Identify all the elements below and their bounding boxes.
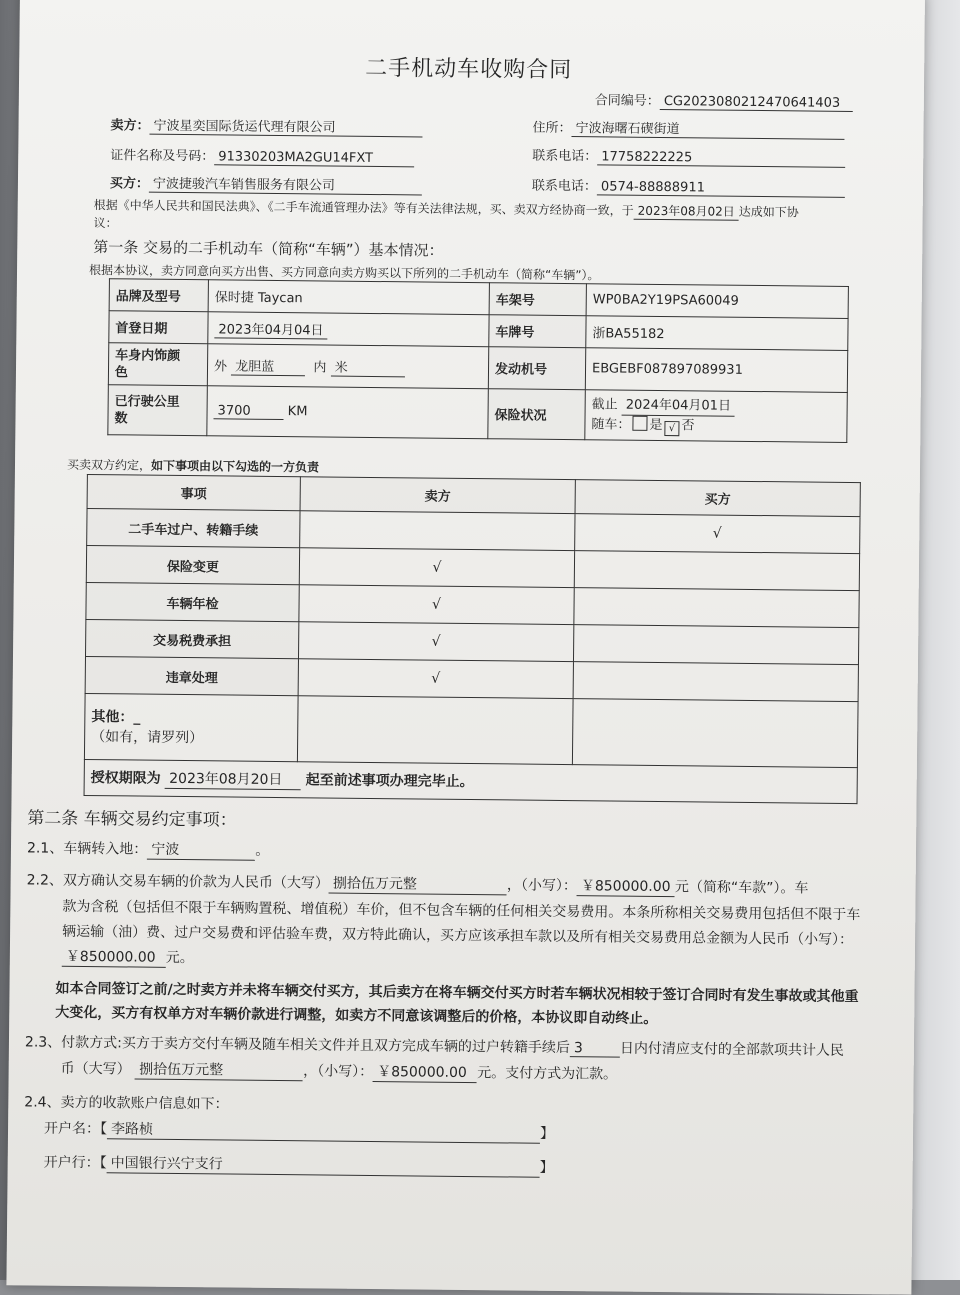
duty-row-buyer <box>574 551 859 591</box>
clause-2-3-num: 2.3、 <box>24 1034 62 1051</box>
interior-label: 内 <box>313 359 327 375</box>
clause-2-2-line-2: 款为含税（包括但不限于车辆购置税、增值税）车价，但不包含车辆的任何相关交易费用。本条所称相关交易费用包括但不限于车 <box>62 898 861 924</box>
vin-value: WP0BA2Y19PSA60049 <box>586 284 848 319</box>
intro-date: 2023年08月02日 <box>634 202 739 221</box>
duty-table <box>84 474 861 804</box>
clause-2-2-line-3: 辆运输（油）费、过户交易费和评估验车费，双方特此确认，买方应该承担车款以及所有相关交易费用总金额为人民币（小写）： <box>62 923 854 949</box>
authorization-date: 2023年08月20日 <box>165 768 301 790</box>
vin-label: 车架号 <box>489 283 586 316</box>
contract-paper <box>6 0 925 1295</box>
clause-2-3-line-2 <box>61 1058 618 1085</box>
intro-text-b: 达成如下协 <box>738 204 799 220</box>
plate-value: 浙BA55182 <box>586 316 848 351</box>
bracket-left: 【 <box>99 1155 107 1172</box>
contract-number <box>595 89 853 112</box>
intro-line-1 <box>94 196 799 221</box>
duty-row-buyer <box>573 662 858 702</box>
phone1-row <box>532 145 845 168</box>
plate-label: 车牌号 <box>489 315 586 348</box>
seller-value: 宁波星奕国际货运代理有限公司 <box>149 115 422 138</box>
mileage-label-2: 数 <box>114 410 128 426</box>
exterior-color: 龙胆蓝 <box>231 355 305 376</box>
agree-note <box>67 456 319 476</box>
price-upper: 捌拾伍万元整 <box>329 873 507 896</box>
duty-row-item: 车辆年检 <box>86 582 299 621</box>
mileage-label-cell <box>108 385 208 436</box>
engine-label: 发动机号 <box>488 347 585 390</box>
checkbox-yes <box>632 415 647 430</box>
brand-value: 保时捷 Taycan <box>208 280 489 315</box>
bank-row <box>44 1152 554 1178</box>
duty-row-item: 二手车过户、转籍手续 <box>87 508 300 547</box>
authorization-tail: 起至前述事项办理完毕止。 <box>305 772 474 791</box>
address-value: 宁波海曙石碶街道 <box>571 117 844 140</box>
duty-row-item: 违章处理 <box>85 656 298 695</box>
phone1-value: 17758222225 <box>597 149 845 168</box>
reg-date-cell <box>208 312 489 347</box>
price-lower: ￥850000.00 <box>577 875 675 897</box>
seller-row <box>110 114 422 137</box>
address-label: 住所： <box>532 120 572 137</box>
buyer-value: 宁波捷骏汽车销售服务有限公司 <box>149 173 422 196</box>
address-row <box>532 117 844 140</box>
duty-row-seller: √ <box>298 622 573 662</box>
id-value: 91330203MA2GU14FXT <box>214 149 414 167</box>
agree-note-bold: 如下事项由以下勾选的一方负责 <box>150 458 320 475</box>
duty-other-cell <box>84 693 298 761</box>
insurance-until-label: 截止 <box>591 396 618 413</box>
interior-color: 米 <box>331 356 405 377</box>
buyer-label: 买方： <box>109 176 150 192</box>
phone2-label: 联系电话： <box>531 178 598 195</box>
bank-value: 中国银行兴宁支行 <box>107 1152 540 1178</box>
checkbox-no-label: 否 <box>681 417 695 433</box>
checkbox-yes-label: 是 <box>649 417 663 433</box>
id-label: 证件名称及号码： <box>110 148 215 165</box>
mileage-unit: KM <box>287 403 308 419</box>
article1-title: 第一条 交易的二手机动车（简称“车辆”）基本情况： <box>93 238 444 260</box>
color-value-cell <box>207 344 488 389</box>
duty-row-item: 保险变更 <box>86 545 299 584</box>
mileage-value: 3700 <box>213 403 283 420</box>
duty-row-seller: √ <box>298 659 573 699</box>
clause-2-3-text-c: 币（大写） <box>60 1060 131 1078</box>
clause-2-1 <box>27 837 269 861</box>
reg-date-value: 2023年04月04日 <box>214 318 327 339</box>
insurance-until-date: 2024年04月01日 <box>622 395 735 416</box>
account-name-value: 李路桢 <box>107 1118 540 1144</box>
authorization-row <box>84 759 857 803</box>
duty-row-buyer: √ <box>575 514 860 554</box>
clause-2-3-text-d: ，（小写）： <box>303 1063 374 1081</box>
clause-2-4 <box>24 1091 228 1113</box>
seller-label: 卖方： <box>110 118 150 134</box>
duty-row-seller <box>300 511 575 551</box>
clause-2-2-text-c: 元（简称“车款”）。车 <box>674 879 809 897</box>
phone2-row <box>532 175 845 198</box>
phone1-label: 联系电话： <box>532 148 598 165</box>
duty-other-label: 其他：_ <box>91 708 141 726</box>
clause-2-3-text-b: 日内付清应支付的全部款项共计人民 <box>619 1040 844 1059</box>
price-total: ￥850000.00 <box>62 946 166 968</box>
reg-date-label: 首登日期 <box>109 311 208 344</box>
bracket-right: 】 <box>539 1125 555 1142</box>
duty-header-seller: 卖方 <box>300 477 575 514</box>
vehicle-info-table <box>107 278 849 443</box>
clause-2-2-line-1 <box>27 869 809 898</box>
clause-2-2-line-4 <box>62 946 194 968</box>
clause-2-1-label: 车辆转入地： <box>63 840 148 858</box>
duty-other-buyer <box>572 699 858 768</box>
clause-2-2-text-b: ，（小写）： <box>506 877 577 895</box>
color-label-1: 车身内饰颜 <box>115 347 181 364</box>
brand-label: 品牌及型号 <box>109 279 208 312</box>
intro-text-a: 根据《中华人民共和国民法典》、《二手车流通管理办法》等有关法律法规，买、卖双方经协商一致，于 <box>93 198 634 218</box>
payment-upper: 捌拾伍万元整 <box>135 1059 303 1082</box>
adjustment-line-2: 大变化，买方有权单方对车辆价款进行调整，如卖方不同意该调整后的价格，本协议即自动终止。 <box>55 1004 658 1027</box>
clause-2-1-value: 宁波 <box>147 839 255 861</box>
agree-note-plain: 买卖双方约定， <box>66 457 152 473</box>
price-total-unit: 元。 <box>165 949 194 967</box>
duty-other-seller <box>297 696 573 765</box>
insurance-with-label: 随车： <box>591 416 631 433</box>
clause-2-2-num: 2.2、 <box>26 872 63 889</box>
intro-line-2: 议： <box>93 216 118 231</box>
color-label-2: 色 <box>114 364 129 380</box>
color-label-cell <box>108 343 207 386</box>
mileage-cell <box>207 386 489 439</box>
article2-title: 第二条 车辆交易约定事项： <box>27 808 237 831</box>
phone2-value: 0574-88888911 <box>597 179 845 198</box>
clause-2-3-text-e: 元。支付方式为汇款。 <box>477 1065 618 1083</box>
payment-lower: ￥850000.00 <box>373 1061 477 1083</box>
duty-other-note: （如有，请罗列） <box>91 728 204 746</box>
duty-row-seller: √ <box>299 585 574 625</box>
duty-row-buyer <box>573 625 858 665</box>
bracket-left: 【 <box>99 1121 108 1138</box>
clause-2-1-end: 。 <box>255 842 270 859</box>
duty-row-buyer <box>574 588 859 628</box>
clause-2-4-text: 卖方的收款账户信息如下： <box>60 1094 229 1113</box>
duty-header-item: 事项 <box>87 474 300 510</box>
insurance-cell <box>585 390 848 443</box>
duty-row-seller: √ <box>299 548 574 588</box>
payment-days: 3 <box>570 1040 620 1058</box>
contract-number-value: CG2023080212470641403 <box>660 94 853 112</box>
exterior-label: 外 <box>213 358 228 374</box>
document-title: 二手机动车收购合同 <box>365 55 573 84</box>
duty-row-item: 交易税费承担 <box>85 619 298 658</box>
account-name-row <box>44 1118 554 1144</box>
article1-intro: 根据本协议，卖方同意向买方出售、买方同意向卖方购买以下所列的二手机动车（简称“车辆”）。 <box>88 263 600 283</box>
clause-2-3-line-1 <box>25 1031 844 1060</box>
id-row <box>110 144 414 167</box>
duty-header-buyer: 买方 <box>575 480 860 517</box>
clause-2-4-num: 2.4、 <box>24 1094 61 1111</box>
clause-2-2-text-a: 双方确认交易车辆的价款为人民币（大写） <box>62 872 329 892</box>
adjustment-line-1: 如本合同签订之前/之时卖方并未将车辆交付买方，其后卖方在将车辆交付买方时若车辆状况相较于签订合同时有发生事故或其他重 <box>55 980 859 1006</box>
mileage-label-1: 已行驶公里 <box>114 393 180 410</box>
account-name-label: 开户名： <box>43 1120 101 1138</box>
buyer-row <box>110 172 422 195</box>
contract-number-label: 合同编号： <box>594 93 660 109</box>
engine-value: EBGEBF087897089931 <box>585 348 847 393</box>
bracket-right: 】 <box>539 1159 554 1176</box>
authorization-label: 授权期限为 <box>90 770 161 787</box>
clause-2-3-text-a: 付款方式:买方于卖方交付车辆及随车相关文件并且双方完成车辆的过户转籍手续后 <box>61 1034 570 1057</box>
clause-2-1-num: 2.1、 <box>26 840 64 857</box>
checkbox-no: √ <box>664 421 679 436</box>
bank-label: 开户行： <box>43 1154 100 1172</box>
insurance-label: 保险状况 <box>488 389 586 440</box>
